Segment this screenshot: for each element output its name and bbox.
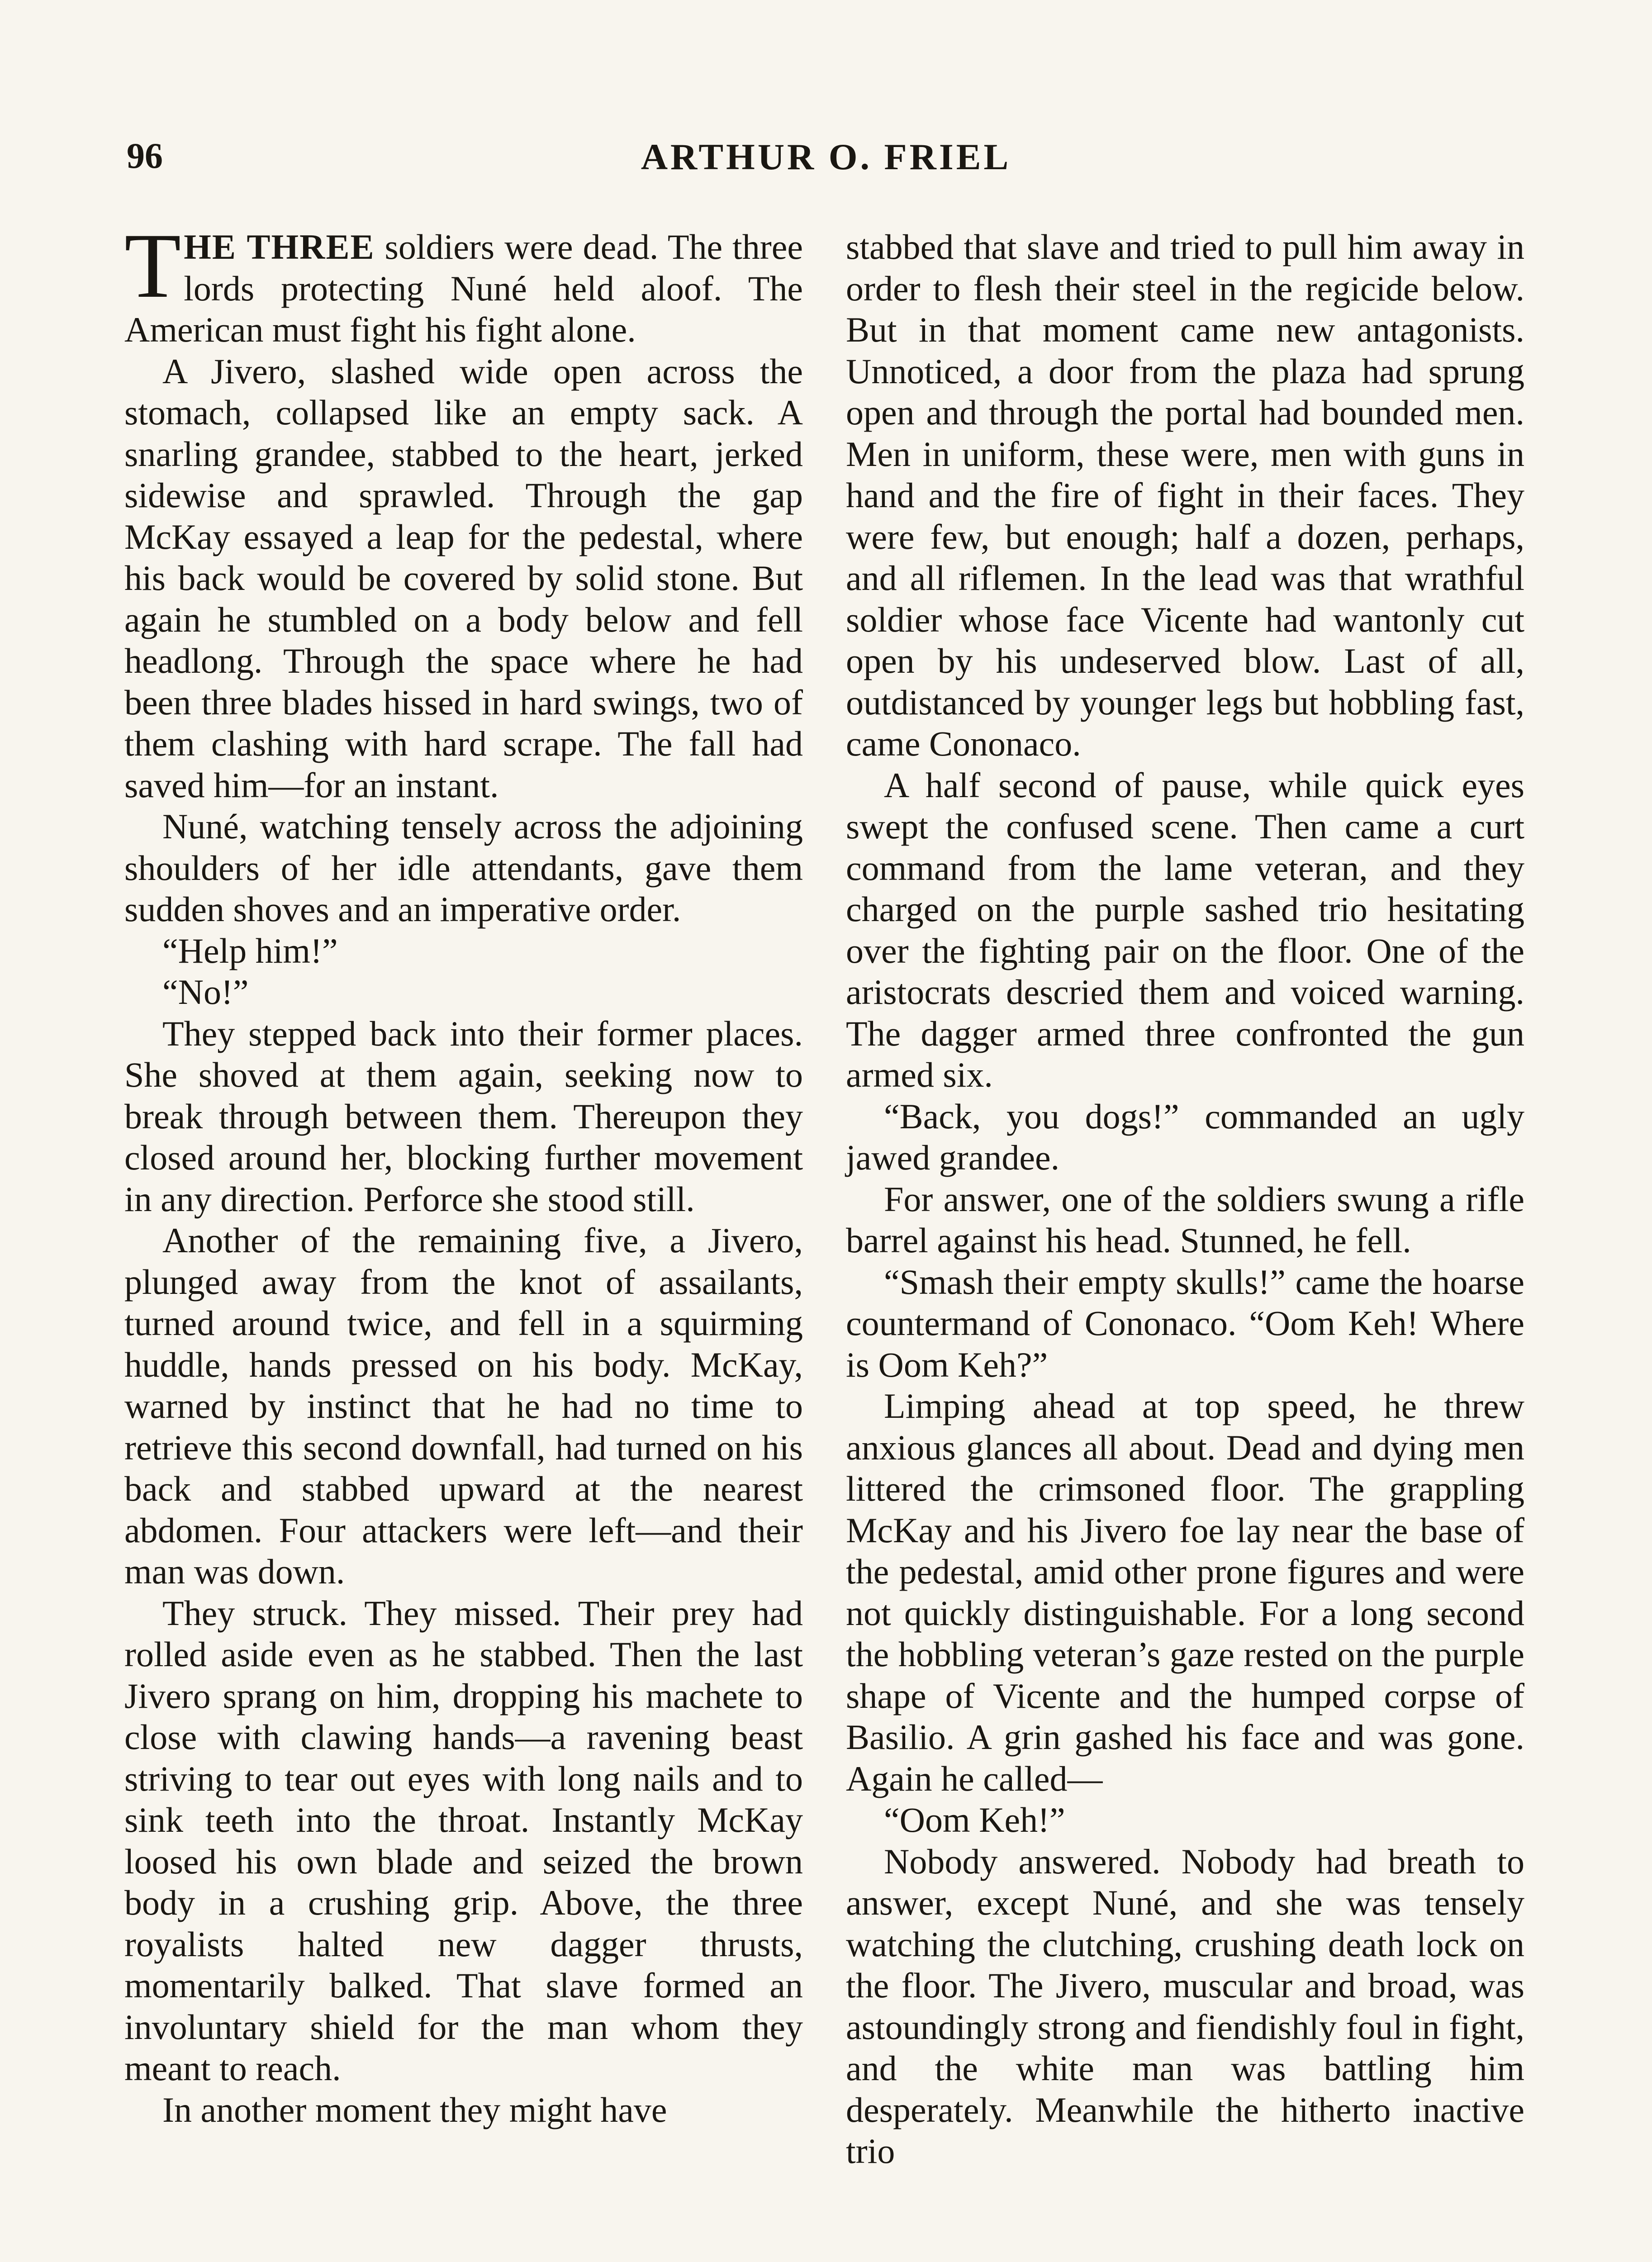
running-head: ARTHUR O. FRIEL bbox=[641, 136, 1011, 177]
paragraph: They stepped back into their former places. She shoved at them again, seeking now to break through between them. Thereupon they closed around her, blocking further movement in any direction. Perforce she stood still. bbox=[124, 1013, 803, 1219]
paragraph: Nuné, watching tensely across the adjoining shoulders of her idle attendants, gave them sudden shoves and an imperative order. bbox=[124, 807, 803, 929]
paragraph: “Help him!” bbox=[162, 931, 338, 970]
page-number: 96 bbox=[127, 136, 163, 176]
paragraph: “Back, you dogs!” commanded an ugly jawed grandee. bbox=[846, 1096, 1524, 1177]
right-column bbox=[846, 226, 1524, 2172]
left-column bbox=[124, 214, 803, 2130]
paragraph: “Smash their empty skulls!” came the hoarse countermand of Cononaco. “Oom Keh! Where is Oom Keh?” bbox=[846, 1262, 1524, 1384]
paragraph: Limping ahead at top speed, he threw anxious glances all about. Dead and dying men littered the crimsoned floor. The grappling McKay and his Jivero foe lay near the base of the pedestal, amid other prone figures and were not quickly distinguishable. For a long second the hobbling veteran’s gaze rested on the purple shape of Vicente and the humped corpse of Basilio. A grin gashed his face and was gone. Again he called— bbox=[846, 1386, 1524, 1798]
drop-cap: T bbox=[124, 214, 181, 317]
paragraph: In another moment they might have bbox=[162, 2090, 667, 2129]
paragraph: “Oom Keh!” bbox=[884, 1800, 1065, 1839]
opening-text: soldiers were dead. The three lords protecting Nuné held aloof. The American must fight his fight alone. bbox=[124, 227, 803, 349]
paragraph: Nobody answered. Nobody had breath to answer, except Nuné, and she was tensely watching the clutching, crushing death lock on the floor. The Jivero, muscular and broad, was astoundingly strong and fiendishly foul in fight, and the white man was battling him desperately. Meanwhile the hitherto inactive trio bbox=[846, 1841, 1524, 2171]
lead-caps: HE THREE bbox=[184, 227, 375, 266]
paragraph: A half second of pause, while quick eyes swept the confused scene. Then came a curt command from the lame veteran, and they charged on the purple sashed trio hesitating over the fighting pair on the floor. One of the aristocrats descried them and voiced warning. The dagger armed three confronted the gun armed six. bbox=[846, 765, 1524, 1094]
continued-paragraph: stabbed that slave and tried to pull him away in order to flesh their steel in the regicide below. But in that moment came new antagonists. Unnoticed, a door from the plaza had sprung open and through the portal had bounded men. Men in uniform, these were, men with guns in hand and the fire of fight in their faces. They were few, but enough; half a dozen, perhaps, and all riflemen. In the lead was that wrathful soldier whose face Vicente had wantonly cut open by his undeserved blow. Last of all, outdistanced by younger legs but hobbling fast, came Cononaco. bbox=[846, 227, 1524, 763]
opening-paragraph bbox=[124, 214, 803, 351]
paragraph: Another of the remaining five, a Jivero, plunged away from the knot of assailants, turned around twice, and fell in a squirming huddle, hands pressed on his body. McKay, warned by instinct that he had no time to retrieve this second downfall, had turned on his back and stabbed upward at the nearest abdomen. Four attackers were left—and their man was down. bbox=[124, 1221, 803, 1591]
paragraph: A Jivero, slashed wide open across the stomach, collapsed like an empty sack. A snarling grandee, stabbed to the heart, jerked sidewise and sprawled. Through the gap McKay essayed a leap for the pedestal, where his back would be covered by solid stone. But again he stumbled on a body below and fell headlong. Through the space where he had been three blades hissed in hard swings, two of them clashing with hard scrape. The fall had saved him—for an instant. bbox=[124, 351, 803, 805]
paragraph: For answer, one of the soldiers swung a rifle barrel against his head. Stunned, he fell. bbox=[846, 1179, 1524, 1260]
paragraph: They struck. They missed. Their prey had rolled aside even as he stabbed. Then the last Jivero sprang on him, dropping his machete to close with clawing hands—a ravening beast striving to tear out eyes with long nails and to sink teeth into the throat. Instantly McKay loosed his own blade and seized the brown body in a crushing grip. Above, the three royalists halted new dagger thrusts, momentarily balked. That slave formed an involuntary shield for the man whom they meant to reach. bbox=[124, 1593, 803, 2088]
paragraph: “No!” bbox=[162, 972, 249, 1012]
